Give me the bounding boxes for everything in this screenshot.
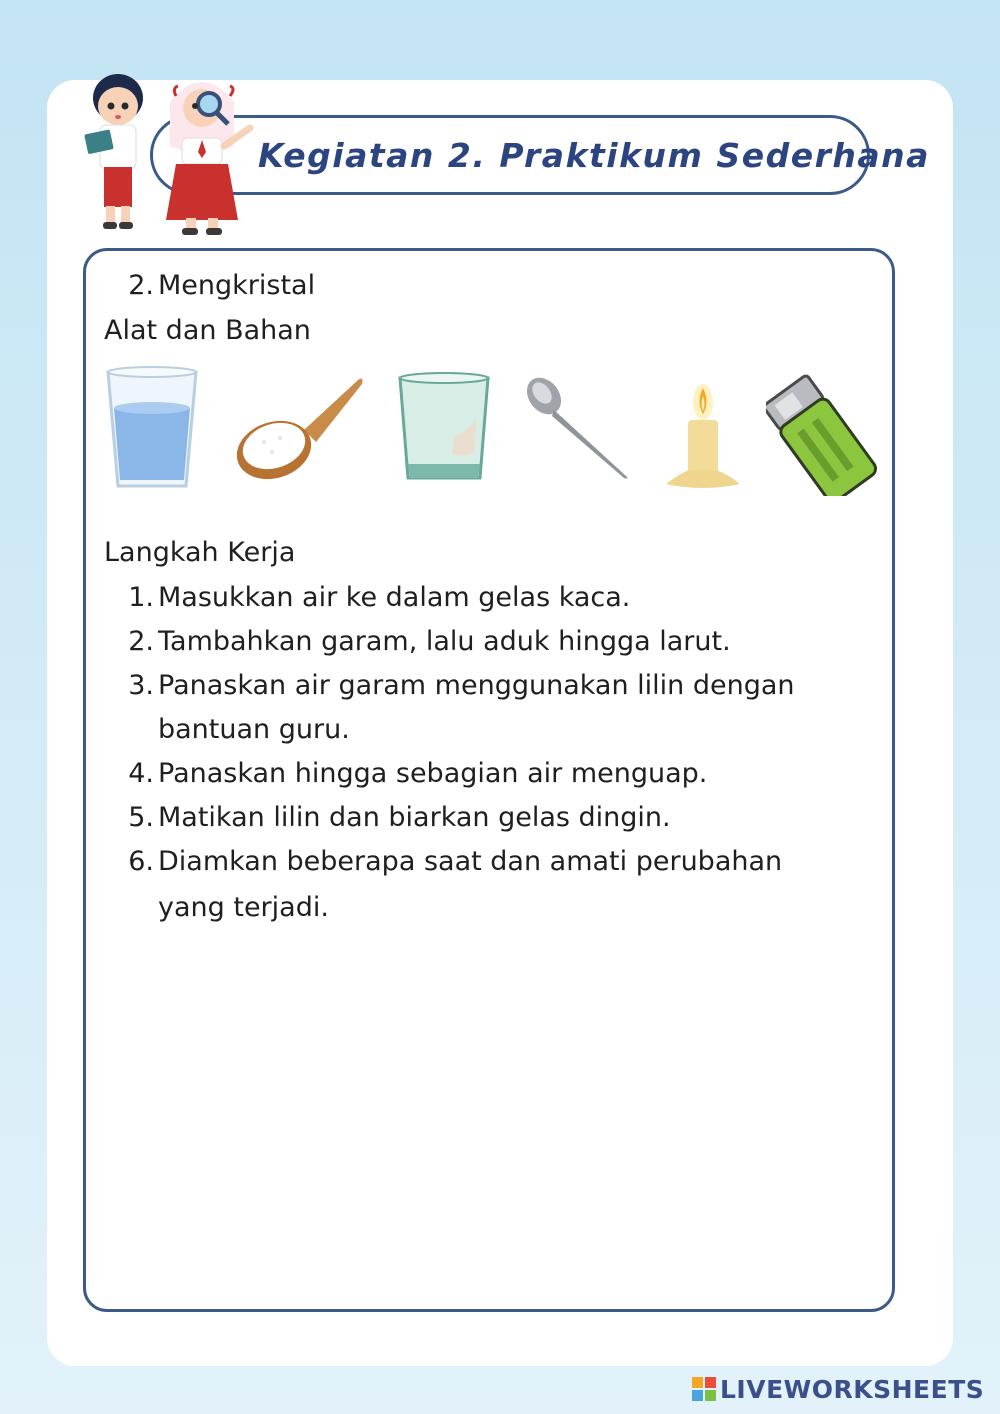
step-text: Tambahkan garam, lalu aduk hingga larut. (158, 626, 731, 657)
materials-heading: Alat dan Bahan (104, 315, 311, 346)
footer-brand: LIVEWORKSHEETS (720, 1374, 985, 1404)
candle-icon (662, 384, 744, 492)
lighter-icon (766, 374, 882, 496)
section-title: Mengkristal (158, 270, 316, 301)
metal-spoon-icon (524, 376, 634, 482)
empty-glass-icon (396, 372, 492, 486)
step-number: 1. (128, 582, 154, 613)
section-number: 2. (128, 270, 154, 301)
page-title: Kegiatan 2. Praktikum Sederhana (258, 136, 930, 175)
step-text: Masukkan air ke dalam gelas kaca. (158, 582, 631, 613)
step-number: 4. (128, 758, 154, 789)
steps-heading: Langkah Kerja (104, 537, 296, 568)
step-text: Panaskan hingga sebagian air menguap. (158, 758, 708, 789)
liveworksheets-logo[interactable] (692, 1374, 992, 1404)
step-number: 5. (128, 802, 154, 833)
water-glass-icon (104, 366, 200, 492)
step-number: 3. (128, 670, 154, 701)
step-text: Matikan lilin dan biarkan gelas dingin. (158, 802, 671, 833)
step-text-continued: yang terjadi. (158, 892, 329, 923)
salt-spoon-icon (234, 372, 366, 484)
step-text-continued: bantuan guru. (158, 714, 350, 745)
step-text: Panaskan air garam menggunakan lilin dengan (158, 670, 795, 701)
step-number: 6. (128, 846, 154, 877)
step-number: 2. (128, 626, 154, 657)
step-text: Diamkan beberapa saat dan amati perubahan (158, 846, 783, 877)
students-illustration-icon (78, 68, 263, 240)
liveworksheets-logo-icon (692, 1377, 716, 1401)
